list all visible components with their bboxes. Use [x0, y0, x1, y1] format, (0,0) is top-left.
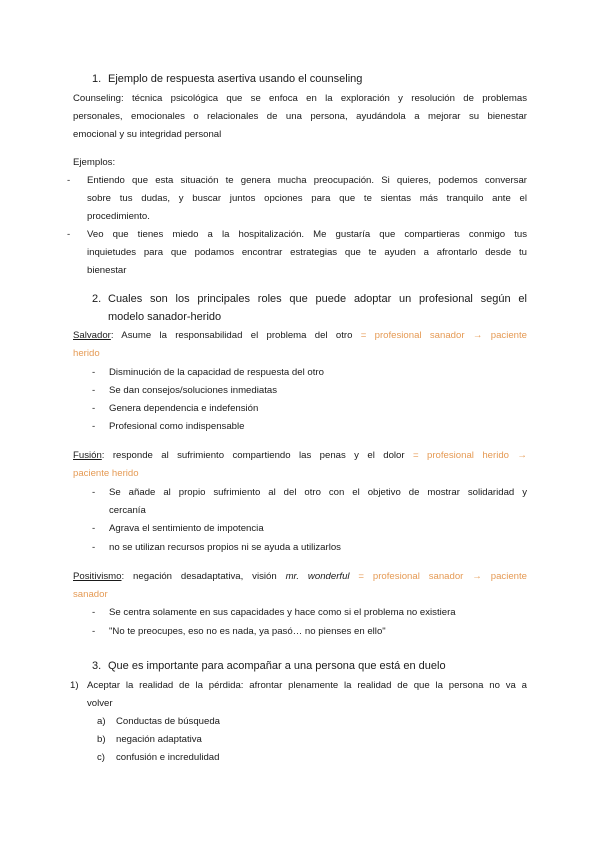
subitem-c-marker: c): [97, 752, 105, 763]
role-fusion-model: = profesional herido →: [404, 450, 527, 461]
role-positivismo-description: : negación desadaptativa, visión: [121, 571, 286, 582]
section2-heading-line-1: Cuales son los principales roles que puede adoptar un profesional según el: [108, 293, 527, 305]
subitem-b-text: negación adaptativa: [116, 734, 202, 745]
role-fusion-model-cont: paciente herido: [73, 468, 139, 479]
subitem-c-text: confusión e incredulidad: [116, 752, 220, 763]
salvador-item-4: Profesional como indispensable: [109, 421, 245, 432]
salvador-item-1: Disminución de la capacidad de respuesta del otro: [109, 367, 324, 378]
salvador-item-3-bullet: -: [92, 403, 96, 414]
example-2-bullet: -: [67, 229, 71, 240]
definition-line-2: personales, emocionales o relacionales de una persona, ayudándola a mejorar su bienestar: [73, 111, 527, 122]
role-positivismo-model: = profesional sanador → paciente: [349, 571, 527, 582]
section3-item-number: 1): [70, 680, 79, 691]
salvador-item-3: Genera dependencia e indefensión: [109, 403, 259, 414]
fusion-item-3-bullet: -: [92, 542, 96, 553]
example-2-line-2: inquietudes para que podamos encontrar estrategias que te ayuden a afrontarlo desde tu: [87, 247, 527, 258]
subitem-a-marker: a): [97, 716, 106, 727]
fusion-item-3: no se utilizan recursos propios ni se ayuda a utilizarlos: [109, 542, 341, 553]
positivismo-item-2: "No te preocupes, eso no es nada, ya pasó… no pienses en ello": [109, 626, 386, 637]
example-1-bullet: -: [67, 175, 71, 186]
fusion-item-1-line-1: Se añade al propio sufrimiento al del otro con el objetivo de mostrar solidaridad y: [109, 487, 527, 498]
definition-line-3: emocional y su integridad personal: [73, 129, 222, 140]
section1-heading: Ejemplo de respuesta asertiva usando el counseling: [108, 73, 363, 85]
examples-label: Ejemplos:: [73, 157, 116, 168]
role-salvador-term: Salvador: [73, 330, 111, 341]
role-salvador-model: = profesional sanador → paciente: [352, 330, 527, 341]
positivismo-item-1-bullet: -: [92, 607, 96, 618]
example-1-line-3: procedimiento.: [87, 211, 150, 222]
fusion-item-2-bullet: -: [92, 523, 96, 534]
example-2-line-3: bienestar: [87, 265, 127, 276]
role-fusion-description: : responde al sufrimiento compartiendo las penas y el dolor: [101, 450, 405, 461]
role-positivismo-model-cont: sanador: [73, 589, 108, 600]
role-positivismo-term: Positivismo: [73, 571, 122, 582]
section3-item-line-2: volver: [87, 698, 113, 709]
fusion-item-2: Agrava el sentimiento de impotencia: [109, 523, 264, 534]
role-fusion-line-1: [73, 450, 527, 462]
fusion-item-1-line-2: cercanía: [109, 505, 146, 516]
role-salvador-model-cont: herido: [73, 348, 100, 359]
positivismo-item-2-bullet: -: [92, 626, 96, 637]
salvador-item-4-bullet: -: [92, 421, 96, 432]
section3-number: 3.: [92, 660, 102, 672]
example-1-line-1: Entiendo que esta situación te genera mucha preocupación. Si quieres, podemos conversar: [87, 175, 527, 186]
role-positivismo-italic: mr. wonderful: [285, 571, 350, 582]
salvador-item-2-bullet: -: [92, 385, 96, 396]
example-2-line-1: Veo que tienes miedo a la hospitalización. Me gustaría que compartieras conmigo tus: [87, 229, 527, 240]
subitem-a-text: Conductas de búsqueda: [116, 716, 221, 727]
role-fusion-term: Fusión: [73, 450, 102, 461]
subitem-b-marker: b): [97, 734, 106, 745]
section1-number: 1.: [92, 73, 102, 85]
role-salvador-description: : Asume la responsabilidad el problema del otro: [110, 330, 353, 341]
salvador-item-2: Se dan consejos/soluciones inmediatas: [109, 385, 277, 396]
section3-item-line-1: Aceptar la realidad de la pérdida: afrontar plenamente la realidad de que la persona no va a: [87, 680, 527, 691]
positivismo-item-1: Se centra solamente en sus capacidades y hace como si el problema no existiera: [109, 607, 456, 618]
section3-heading: Que es importante para acompañar a una persona que está en duelo: [108, 660, 446, 672]
example-1-line-2: sobre tus dudas, y buscar juntos opciones para que te sientas más tranquilo ante el: [87, 193, 527, 204]
fusion-item-1-bullet: -: [92, 487, 96, 498]
role-salvador-line-1: [73, 330, 527, 342]
role-positivismo-line-1: [73, 571, 527, 583]
section2-number: 2.: [92, 293, 102, 305]
salvador-item-1-bullet: -: [92, 367, 96, 378]
definition-line-1: Counseling: técnica psicológica que se enfoca en la exploración y resolución de problemas: [73, 93, 527, 104]
section2-heading-line-2: modelo sanador-herido: [108, 311, 222, 323]
